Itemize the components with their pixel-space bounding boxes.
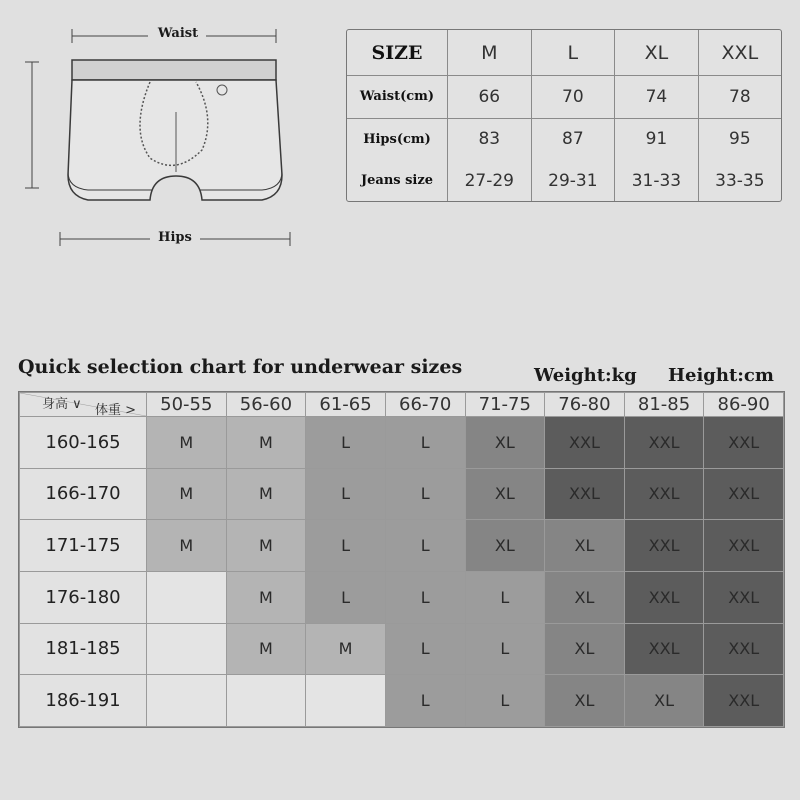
size-cell: XL [465,468,545,520]
table-row [20,468,784,520]
size-cell: XL [545,675,625,727]
size-cell: XXL [704,417,784,469]
size-cell: L [385,623,465,675]
weight-header-cell: 56-60 [226,393,306,417]
size-cell: L [465,675,545,727]
size-cell: XXL [704,571,784,623]
weight-unit-label: Weight:kg [534,365,637,386]
size-cell: XL [465,417,545,469]
size-cell [147,623,227,675]
size-cell: XXL [704,468,784,520]
table-cell: 70 [531,76,615,119]
size-cell: L [385,417,465,469]
table-cell: 33-35 [698,160,781,201]
size-cell: L [306,571,386,623]
size-cell: XXL [624,520,704,572]
height-row-label: 181-185 [20,623,147,675]
size-cell [306,675,386,727]
size-cell: XL [545,623,625,675]
size-header-cell: M [448,30,532,76]
size-cell: XXL [704,520,784,572]
size-cell: M [226,417,306,469]
height-axis-label: 身高 ∨ [42,397,82,412]
size-cell: M [306,623,386,675]
size-cell [147,571,227,623]
waist-label: Waist [157,26,199,41]
size-cell: XXL [704,675,784,727]
table-cell: 74 [615,76,699,119]
size-cell: XL [545,571,625,623]
table-row [20,417,784,469]
size-cell: XXL [704,623,784,675]
table-row [20,623,784,675]
row-label: Waist(cm) [347,76,448,119]
size-cell: M [147,468,227,520]
weight-header-cell: 50-55 [147,393,227,417]
size-cell: XXL [624,623,704,675]
size-cell: L [306,520,386,572]
size-cell: XXL [624,571,704,623]
weight-header-cell: 71-75 [465,393,545,417]
size-cell: L [465,623,545,675]
hips-label: Hips [158,230,192,245]
size-cell: L [306,417,386,469]
quick-selection-grid [18,391,785,728]
size-cell: M [226,468,306,520]
size-cell [226,675,306,727]
table-cell: 95 [698,118,781,160]
size-table [346,29,782,202]
weight-header-row [20,393,784,417]
size-cell: XXL [545,468,625,520]
size-cell: XL [545,520,625,572]
size-cell: M [147,520,227,572]
row-label: Hips(cm) [347,118,448,160]
row-label: Jeans size [360,173,434,189]
size-cell: XXL [624,468,704,520]
size-cell: M [226,520,306,572]
weight-header-cell: 76-80 [545,393,625,417]
weight-header-cell: 81-85 [624,393,704,417]
size-header-cell: SIZE [371,41,423,64]
size-cell: M [147,417,227,469]
table-cell: 91 [615,118,699,160]
size-header-cell: L [531,30,615,76]
table-cell: 31-33 [615,160,699,201]
height-row-label: 166-170 [20,468,147,520]
size-header-cell: XL [615,30,699,76]
table-cell: 27-29 [448,160,532,201]
height-row-label: 186-191 [20,675,147,727]
size-cell: L [385,468,465,520]
size-cell: XXL [624,417,704,469]
size-cell [147,675,227,727]
table-row [20,571,784,623]
size-cell: XL [624,675,704,727]
weight-header-cell: 61-65 [306,393,386,417]
size-cell: M [226,623,306,675]
size-cell: XL [465,520,545,572]
height-row-label: 160-165 [20,417,147,469]
size-table-row-hips [347,118,781,160]
size-cell: L [465,571,545,623]
size-cell: M [226,571,306,623]
underwear-diagram [0,0,330,260]
table-cell: 83 [448,118,532,160]
weight-header-cell: 66-70 [385,393,465,417]
quick-chart-title: Quick selection chart for underwear sizes [18,356,463,378]
size-cell: L [306,468,386,520]
size-table-row-jeans [347,160,781,201]
table-row [20,520,784,572]
size-table-header-row [347,30,781,76]
corner-cell [20,393,147,417]
height-row-label: 176-180 [20,571,147,623]
size-table-row-waist [347,76,781,119]
table-row [20,675,784,727]
height-row-label: 171-175 [20,520,147,572]
size-cell: L [385,571,465,623]
size-header-cell: XXL [698,30,781,76]
table-cell: 29-31 [531,160,615,201]
size-cell: L [385,520,465,572]
height-unit-label: Height:cm [668,365,774,386]
table-cell: 66 [448,76,532,119]
table-cell: 78 [698,76,781,119]
weight-header-cell: 86-90 [704,393,784,417]
table-cell: 87 [531,118,615,160]
size-cell: XXL [545,417,625,469]
size-cell: L [385,675,465,727]
weight-axis-label: 体重 > [94,403,136,418]
